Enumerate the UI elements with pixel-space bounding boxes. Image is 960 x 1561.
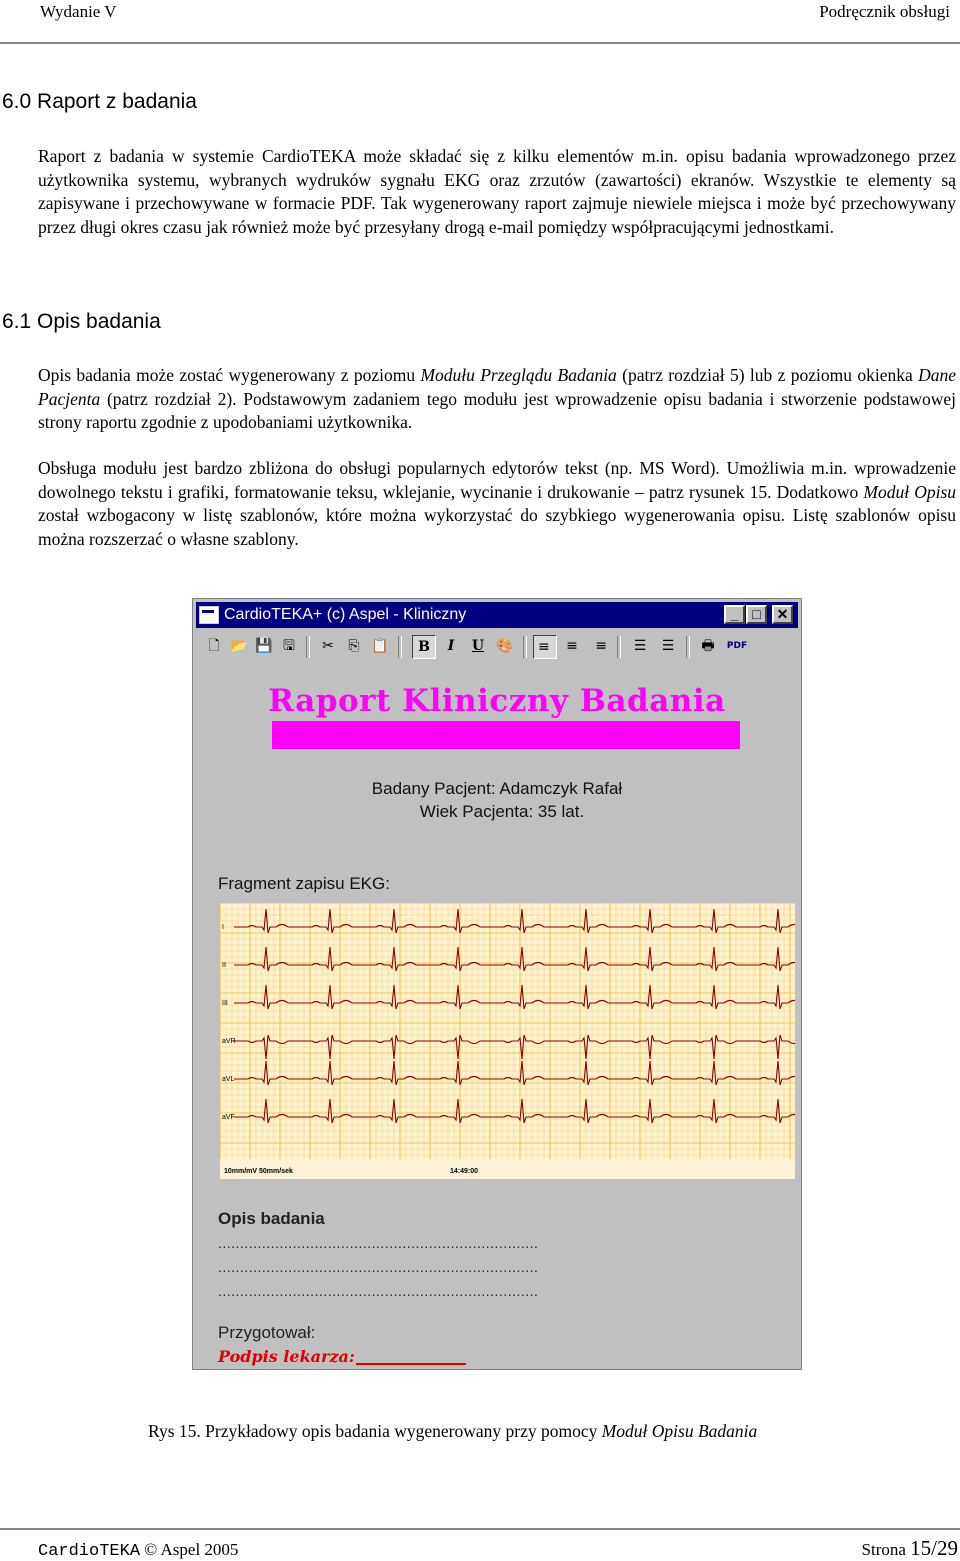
prepared-by-label: Przygotował: (218, 1323, 316, 1342)
open-folder-icon[interactable]: 📂 (230, 638, 248, 654)
figure-caption: Rys 15. Przykładowy opis badania wygenerowany przy pomocy Moduł Opisu Badania (148, 1421, 758, 1441)
description-line: ......................................................................... (218, 1259, 539, 1275)
save-icon[interactable]: 💾 (255, 638, 273, 654)
ekg-fragment-label: Fragment zapisu EKG: (218, 874, 390, 893)
cut-icon[interactable]: ✂ (322, 638, 334, 654)
align-right-icon[interactable]: ≡ (595, 638, 607, 654)
patient-name: Badany Pacjent: Adamczyk Rafał (371, 779, 623, 798)
window-title: CardioTEKA+ (c) Aspel - Kliniczny (224, 606, 467, 623)
ekg-lead-label: I (222, 924, 224, 931)
footer-divider (0, 1528, 960, 1530)
ekg-lead-label: III (222, 1000, 228, 1007)
report-document (196, 669, 798, 1369)
footer-page: Strona 15/29 (861, 1536, 958, 1560)
section-title-6: 6.0 Raport z badania (2, 90, 197, 113)
numbered-list-icon[interactable]: ☰ (633, 638, 647, 654)
copy-icon[interactable]: ⎘ (348, 638, 360, 654)
toolbar-separator (306, 636, 310, 658)
bullet-list-icon[interactable]: ☰ (661, 638, 675, 654)
signature-line (356, 1363, 466, 1365)
report-title-highlight (272, 721, 740, 749)
minimize-button[interactable]: _ (724, 605, 745, 624)
editor-toolbar (196, 632, 798, 666)
align-center-icon[interactable]: ≡ (566, 638, 578, 654)
italic-button[interactable]: I (447, 638, 455, 654)
description-line: ......................................................................... (218, 1283, 539, 1299)
paragraph-opis: Opis badania może zostać wygenerowany z poziomu Modułu Przeglądu Badania (patrz rozdział 5) lub z poziomu okienka Dane Pacjenta (patrz rozdział 2). Podstawowym zadaniem tego modułu jest wprowadzenie opisu badania i stworzenie podstawowej strony raportu zgodnie z upodobaniami użytkownika. (38, 365, 956, 432)
ekg-strip (220, 903, 795, 1179)
ekg-lead-label: aVF (222, 1114, 235, 1121)
color-palette-icon[interactable]: 🎨 (496, 638, 514, 654)
ekg-lead-label: aVL (222, 1076, 235, 1083)
new-document-icon[interactable]: 🗋 (208, 638, 220, 654)
ekg-lead-label: II (222, 962, 226, 969)
header-divider (0, 42, 960, 44)
app-window-screenshot (192, 598, 802, 1370)
description-heading: Opis badania (218, 1209, 325, 1228)
close-button[interactable]: ✕ (772, 605, 793, 624)
ekg-time-label: 14:49:00 (450, 1168, 479, 1175)
paste-icon[interactable]: 📋 (371, 638, 389, 654)
section-title-6-1: 6.1 Opis badania (2, 310, 161, 333)
toolbar-separator (398, 636, 402, 658)
app-icon (199, 606, 219, 624)
window-titlebar (196, 602, 798, 628)
patient-age: Wiek Pacjenta: 35 lat. (419, 802, 585, 821)
toolbar-separator (617, 636, 621, 658)
ekg-lead-label: aVR (222, 1038, 236, 1045)
toolbar-separator (686, 636, 690, 658)
header-edition: Wydanie V (40, 2, 117, 21)
report-title: Raport Kliniczny Badania (268, 683, 726, 719)
paragraph-intro: Raport z badania w systemie CardioTEKA może składać się z kilku elementów m.in. opisu badania wprowadzonego przez użytkownika systemu, wybranych wydruków sygnału EKG oraz zrzutów (zawartości) ekranów. Wszystkie te elementy są zapisywane i przechowywane w formacie PDF. Tak wygenerowany raport zajmuje niewiele miejsca i może być przechowywany przez długi okres czasu jak również może być przesyłany drogą e-mail pomiędzy współpracującymi jednostkami. (38, 146, 956, 237)
print-icon[interactable]: 🖶 (701, 638, 715, 654)
pdf-export-button[interactable]: PDF (726, 641, 748, 651)
underline-button[interactable]: U (471, 638, 485, 654)
bold-button[interactable]: B (412, 635, 436, 659)
signature-label: Podpis lekarza: (218, 1347, 355, 1366)
maximize-button[interactable]: □ (746, 605, 767, 624)
header-manual: Podręcznik obsługi (819, 2, 950, 21)
footer-left: CardioTEKA © Aspel 2005 (38, 1540, 239, 1561)
align-left-icon[interactable]: ≡ (533, 635, 557, 659)
description-line: ......................................................................... (218, 1235, 539, 1251)
toolbar-separator (523, 636, 527, 658)
paragraph-obsluga: Obsługa modułu jest bardzo zbliżona do obsługi popularnych edytorów tekst (np. MS Word). Umożliwia m.in. wprowadzenie dowolnego tekstu i grafiki, formatowanie teksu, wklejanie, wycinanie i drukowanie – patrz rysunek 15. Dodatkowo Moduł Opisu został wzbogacony w listę szablonów, które można wykorzystać do szybkiego wygenerowania opisu. Listę szablonów opisu można rozszerzać o własne szablony. (38, 458, 957, 549)
ekg-scale-label: 10mm/mV 50mm/sek (224, 1168, 293, 1175)
save-as-icon[interactable]: 🖫 (283, 638, 295, 654)
